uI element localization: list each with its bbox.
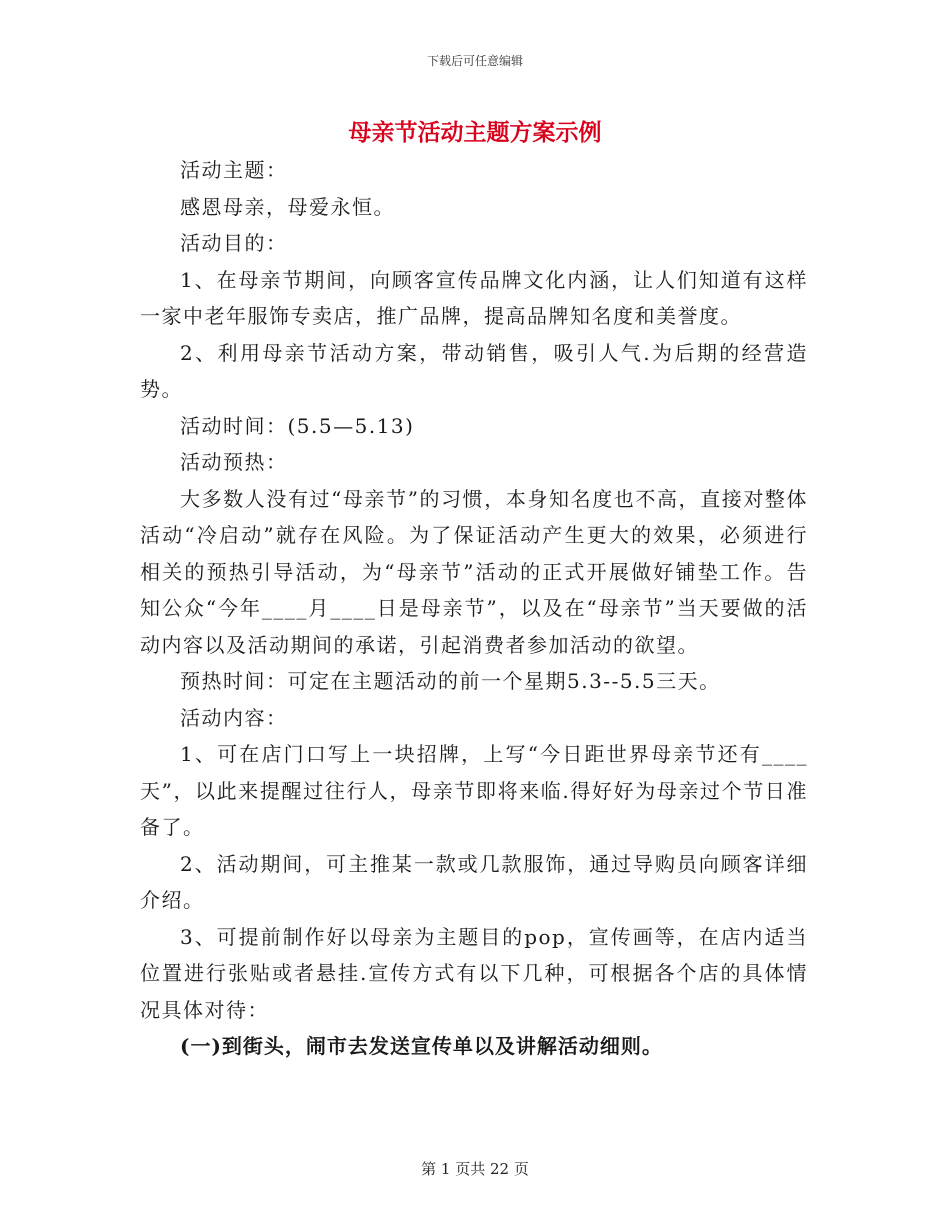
paragraph-bold: (一)到街头，闹市去发送宣传单以及讲解活动细则。 — [180, 1034, 663, 1058]
paragraph: 3、可提前制作好以母亲为主题目的pop，宣传画等，在店内适当位置进行张贴或者悬挂.宣传方式有以下几种，可根据各个店的具体情况具体对待： — [140, 924, 808, 1022]
paragraph: 2、利用母亲节活动方案，带动销售，吸引人气.为后期的经营造势。 — [140, 340, 808, 401]
paragraph: 1、在母亲节期间，向顾客宣传品牌文化内涵，让人们知道有这样一家中老年服饰专卖店，推广品牌，提高品牌知名度和美誉度。 — [140, 267, 808, 328]
paragraph: 活动预热： — [180, 450, 288, 474]
paragraph: 大多数人没有过“母亲节”的习惯，本身知名度也不高，直接对整体活动“冷启动”就存在风险。为了保证活动产生更大的效果，必须进行相关的预热引导活动，为“母亲节”活动的正式开展做好铺垫工作。告知公众“今年____月____日是母亲节”，以及在“母亲节”当天要做的活动内容以及活动期间的承诺，引起消费者参加活动的欲望。 — [140, 486, 808, 657]
page-number: 第 1 页共 22 页 — [421, 1160, 529, 1178]
document-body — [140, 152, 808, 1065]
paragraph: 1、可在店门口写上一块招牌，上写“今日距世界母亲节还有____天”，以此来提醒过往行人，母亲节即将来临.得好好为母亲过个节日准备了。 — [140, 742, 808, 839]
paragraph: 感恩母亲，母爱永恒。 — [180, 194, 395, 219]
paragraph: 活动内容： — [180, 705, 288, 730]
paragraph: 活动时间：(5.5—5.13) — [180, 413, 415, 438]
paragraph: 2、活动期间，可主推某一款或几款服饰，通过导购员向顾客详细介绍。 — [140, 851, 808, 912]
paragraph: 活动主题： — [180, 158, 288, 182]
document-title: 母亲节活动主题方案示例 — [348, 120, 602, 146]
paragraph: 预热时间：可定在主题活动的前一个星期5.3--5.5三天。 — [180, 669, 721, 693]
paragraph: 活动目的： — [180, 231, 288, 255]
page-header-note: 下载后可任意编辑 — [426, 54, 523, 68]
